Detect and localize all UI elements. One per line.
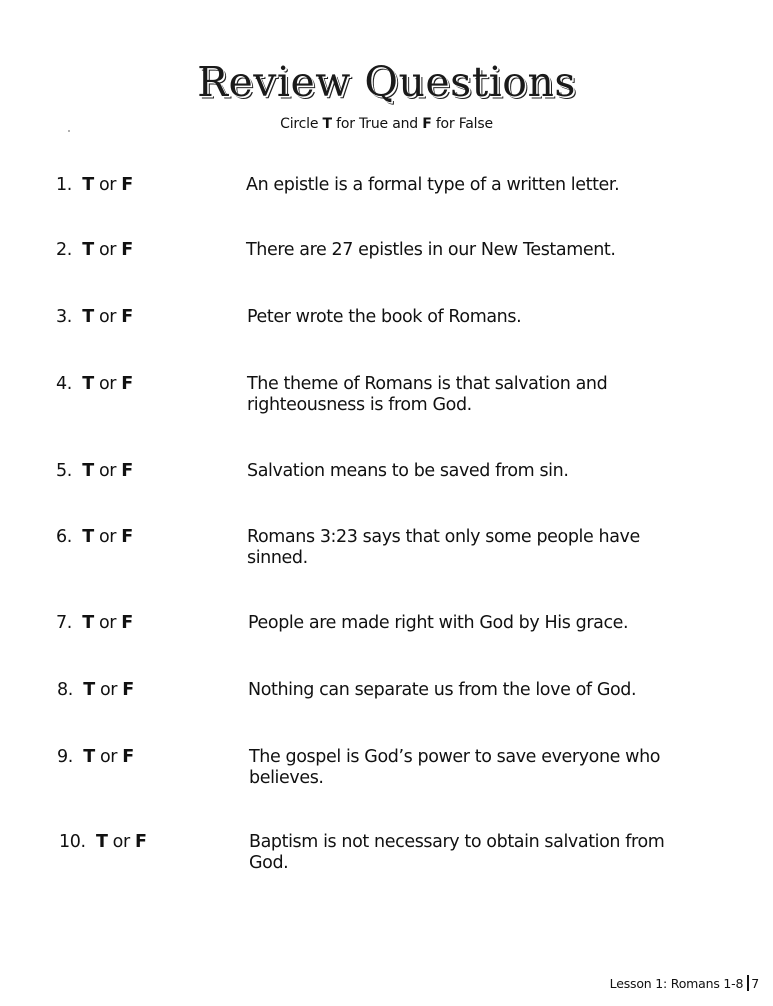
instructions bbox=[0, 116, 773, 132]
false-option[interactable]: F bbox=[122, 680, 134, 700]
true-option[interactable]: T bbox=[83, 747, 95, 767]
page-number: 7 bbox=[751, 976, 759, 991]
question-text: Baptism is not necessary to obtain salvation from God. bbox=[249, 832, 665, 873]
false-option[interactable]: F bbox=[121, 527, 133, 547]
question-choice[interactable] bbox=[56, 307, 133, 328]
question-choice[interactable] bbox=[56, 613, 133, 634]
page-title: Review Questions bbox=[197, 58, 576, 106]
question-choice[interactable] bbox=[56, 461, 133, 482]
true-option[interactable]: T bbox=[83, 680, 95, 700]
or-label: or bbox=[93, 240, 122, 260]
question-text: The theme of Romans is that salvation and righteousness is from God. bbox=[247, 374, 608, 415]
or-label: or bbox=[93, 374, 122, 394]
or-label: or bbox=[93, 307, 122, 327]
true-option[interactable]: T bbox=[82, 527, 94, 547]
question-choice[interactable] bbox=[57, 680, 134, 701]
or-label: or bbox=[93, 175, 122, 195]
question-choice[interactable] bbox=[59, 832, 147, 853]
question-number: 2. bbox=[56, 240, 72, 260]
true-option[interactable]: T bbox=[82, 461, 94, 481]
question-text: An epistle is a formal type of a written letter. bbox=[246, 175, 620, 195]
page-footer bbox=[610, 975, 759, 991]
question-text: There are 27 epistles in our New Testament. bbox=[246, 240, 616, 260]
question-number: 10. bbox=[59, 832, 86, 852]
or-label: or bbox=[94, 680, 123, 700]
true-option[interactable]: T bbox=[82, 374, 94, 394]
question-text: People are made right with God by His grace. bbox=[248, 613, 629, 633]
true-option[interactable]: T bbox=[82, 307, 94, 327]
instruction-true: T bbox=[322, 116, 332, 132]
question-number: 3. bbox=[56, 307, 72, 327]
false-option[interactable]: F bbox=[121, 374, 133, 394]
or-label: or bbox=[93, 613, 122, 633]
question-number: 5. bbox=[56, 461, 72, 481]
false-option[interactable]: F bbox=[122, 747, 134, 767]
question-number: 4. bbox=[56, 374, 72, 394]
instruction-false: F bbox=[422, 116, 432, 132]
question-choice[interactable] bbox=[56, 374, 133, 395]
question-text: Peter wrote the book of Romans. bbox=[247, 307, 522, 327]
question-text: The gospel is God’s power to save everyone who believes. bbox=[249, 747, 661, 788]
question-text: Salvation means to be saved from sin. bbox=[247, 461, 569, 481]
question-choice[interactable] bbox=[56, 175, 133, 196]
or-label: or bbox=[94, 747, 123, 767]
or-label: or bbox=[93, 461, 122, 481]
question-choice[interactable] bbox=[56, 527, 133, 548]
false-option[interactable]: F bbox=[121, 307, 133, 327]
question-text: Nothing can separate us from the love of God. bbox=[248, 680, 637, 700]
question-number: 7. bbox=[56, 613, 72, 633]
instruction-text: Circle bbox=[280, 116, 323, 132]
question-number: 1. bbox=[56, 175, 72, 195]
question-text: Romans 3:23 says that only some people have sinned. bbox=[247, 527, 640, 568]
question-number: 6. bbox=[56, 527, 72, 547]
false-option[interactable]: F bbox=[134, 832, 147, 852]
true-option[interactable]: T bbox=[82, 613, 94, 633]
footer-divider bbox=[747, 975, 749, 991]
question-choice[interactable] bbox=[57, 747, 134, 768]
lesson-label: Lesson 1: Romans 1-8 bbox=[609, 976, 744, 991]
false-option[interactable]: F bbox=[121, 240, 133, 260]
true-option[interactable]: T bbox=[82, 240, 94, 260]
instruction-text: for False bbox=[431, 116, 493, 132]
question-number: 8. bbox=[57, 680, 73, 700]
or-label: or bbox=[93, 527, 122, 547]
or-label: or bbox=[107, 832, 135, 852]
instruction-text: for True and bbox=[331, 116, 423, 132]
scan-speck bbox=[68, 130, 70, 132]
true-option[interactable]: T bbox=[95, 832, 108, 852]
question-number: 9. bbox=[57, 747, 73, 767]
true-option[interactable]: T bbox=[82, 175, 94, 195]
false-option[interactable]: F bbox=[121, 175, 133, 195]
false-option[interactable]: F bbox=[121, 613, 133, 633]
question-choice[interactable] bbox=[56, 240, 133, 261]
false-option[interactable]: F bbox=[121, 461, 133, 481]
